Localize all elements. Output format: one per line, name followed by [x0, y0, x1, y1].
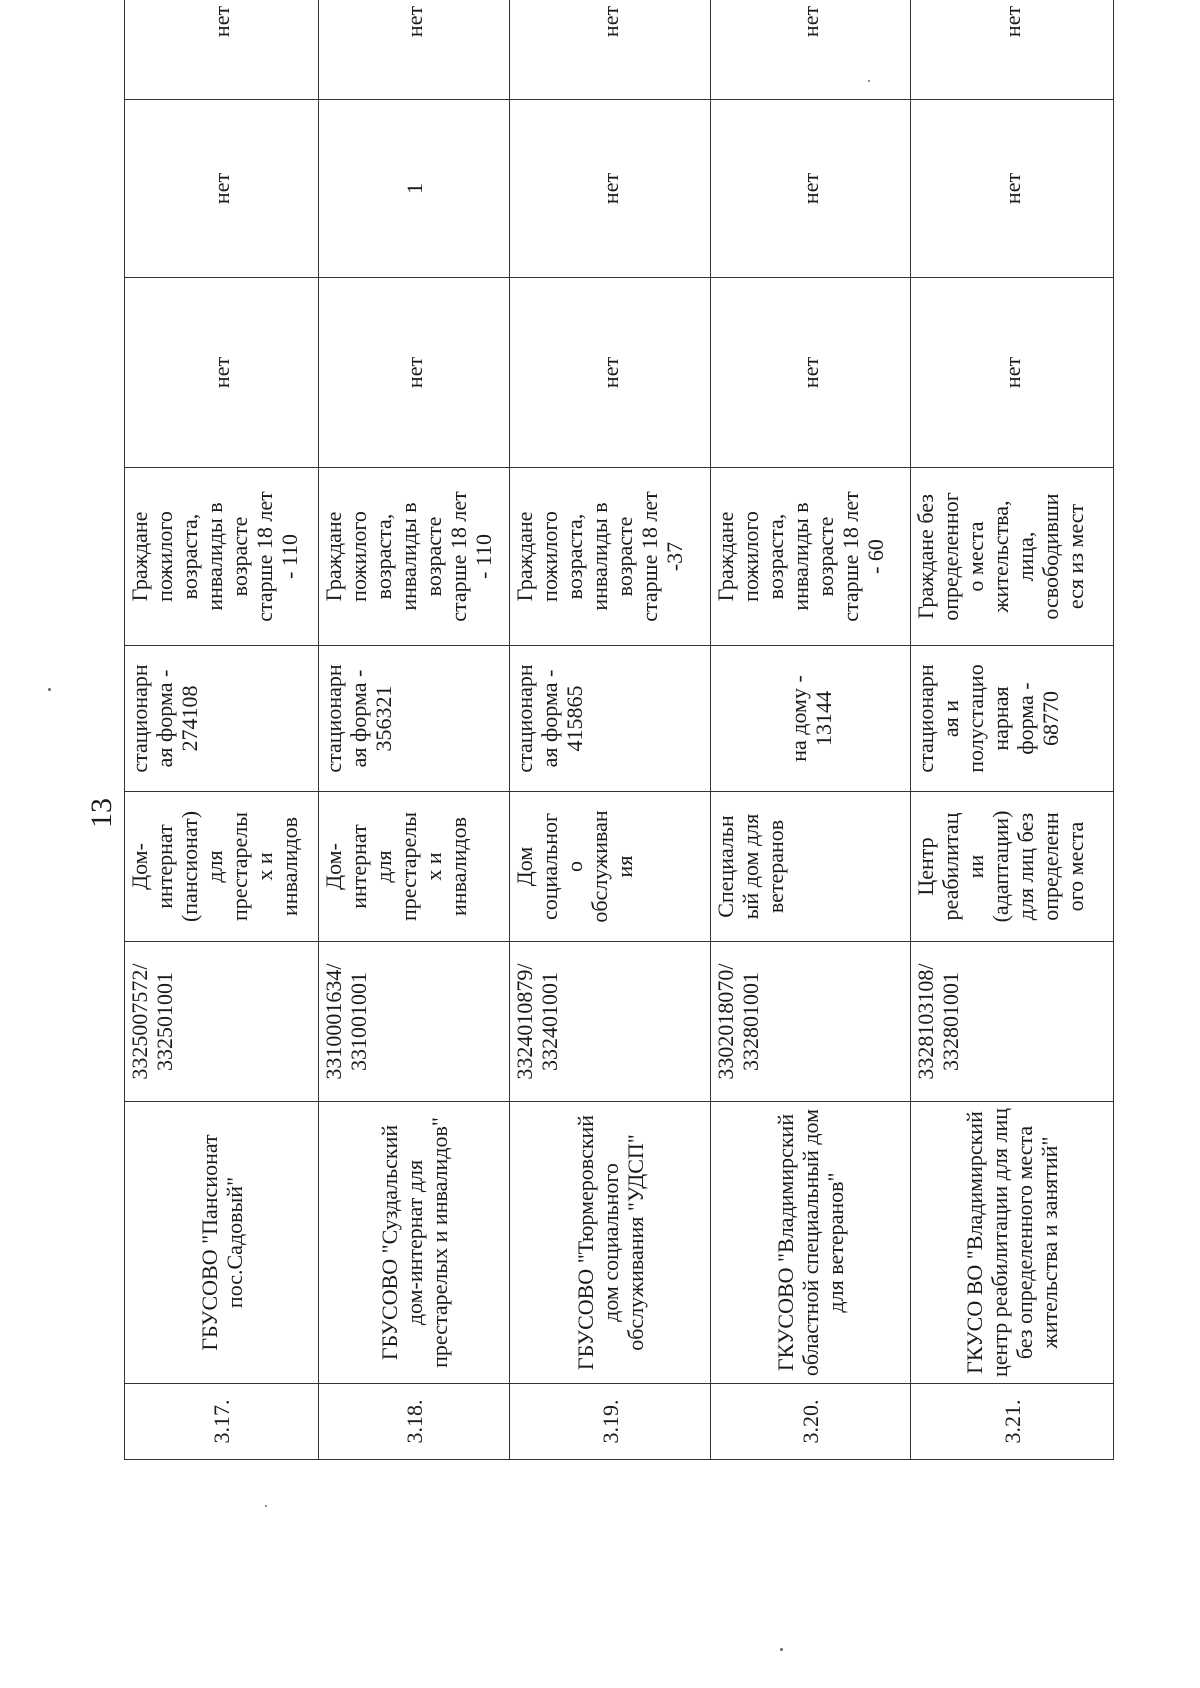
- value-col-2: нет: [125, 100, 319, 278]
- inn-kpp: 3310001634/ 331001001: [319, 942, 510, 1102]
- inn-kpp: 3325007572/ 332501001: [125, 942, 319, 1102]
- institution-type: Дом социальног о обслуживан ия: [510, 792, 710, 942]
- institution-name: ГБУСОВО "Пансионат пос.Садовый": [125, 1102, 319, 1384]
- value-col-1: нет: [510, 278, 710, 468]
- value-col-2: 1: [319, 100, 510, 278]
- institution-type: Центр реабилитац ии (адаптации) для лиц без определенн ого места: [911, 792, 1114, 942]
- page-number: 13: [85, 798, 118, 828]
- value-col-3: нет: [510, 0, 710, 100]
- value-col-1: нет: [125, 278, 319, 468]
- recipients: Граждане пожилого возраста, инвалиды в возрасте старше 18 лет - 110: [319, 468, 510, 646]
- value-col-1: нет: [710, 278, 910, 468]
- table-row: [510, 0, 710, 1460]
- service-form: на дому - 13144: [710, 646, 910, 792]
- value-col-2: нет: [710, 100, 910, 278]
- institutions-table: [124, 0, 1114, 1460]
- institution-name: ГБУСОВО "Тюрмеровский дом социального обслуживания "УДСП": [510, 1102, 710, 1384]
- row-number: 3.21.: [911, 1384, 1114, 1460]
- service-form: стационарн ая форма - 415865: [510, 646, 710, 792]
- recipients: Граждане без определенног о места жительства, лица, освободивши еся из мест: [911, 468, 1114, 646]
- value-col-3: нет: [125, 0, 319, 100]
- inn-kpp: 3328103108/ 332801001: [911, 942, 1114, 1102]
- value-col-1: нет: [319, 278, 510, 468]
- recipients: Граждане пожилого возраста, инвалиды в возрасте старше 18 лет -37: [510, 468, 710, 646]
- recipients: Граждане пожилого возраста, инвалиды в возрасте старше 18 лет - 110: [125, 468, 319, 646]
- institution-name: ГБУСОВО "Суздальский дом-интернат для престарелых и инвалидов": [319, 1102, 510, 1384]
- rotated-page: [124, 5, 1114, 1460]
- service-form: стационарн ая и полустацио нарная форма - 68770: [911, 646, 1114, 792]
- table-row: [710, 0, 910, 1460]
- service-form: стационарн ая форма - 274108: [125, 646, 319, 792]
- institution-type: Специальн ый дом для ветеранов: [710, 792, 910, 942]
- row-number: 3.20.: [710, 1384, 910, 1460]
- institution-name: ГКУСОВО "Владимирский областной специальный дом для ветеранов": [710, 1102, 910, 1384]
- institution-type: Дом- интернат для престарелы х и инвалидов: [319, 792, 510, 942]
- table-row: [319, 0, 510, 1460]
- scan-speck: [48, 688, 51, 691]
- value-col-2: нет: [911, 100, 1114, 278]
- institution-name: ГКУСО ВО "Владимирский центр реабилитации для лиц без определенного места жительства и занятий": [911, 1102, 1114, 1384]
- scan-speck: [868, 80, 870, 82]
- inn-kpp: 3302018070/ 332801001: [710, 942, 910, 1102]
- table-row: [911, 0, 1114, 1460]
- service-form: стационарн ая форма - 356321: [319, 646, 510, 792]
- row-number: 3.18.: [319, 1384, 510, 1460]
- inn-kpp: 3324010879/ 332401001: [510, 942, 710, 1102]
- value-col-2: нет: [510, 100, 710, 278]
- value-col-3: нет: [319, 0, 510, 100]
- scan-speck: [780, 1648, 783, 1651]
- table-row: [125, 0, 319, 1460]
- value-col-3: нет: [911, 0, 1114, 100]
- row-number: 3.17.: [125, 1384, 319, 1460]
- value-col-1: нет: [911, 278, 1114, 468]
- value-col-3: нет: [710, 0, 910, 100]
- row-number: 3.19.: [510, 1384, 710, 1460]
- institution-type: Дом- интернат (пансионат) для престарелы х и инвалидов: [125, 792, 319, 942]
- scan-speck: [265, 1505, 267, 1507]
- recipients: Граждане пожилого возраста, инвалиды в возрасте старше 18 лет - 60: [710, 468, 910, 646]
